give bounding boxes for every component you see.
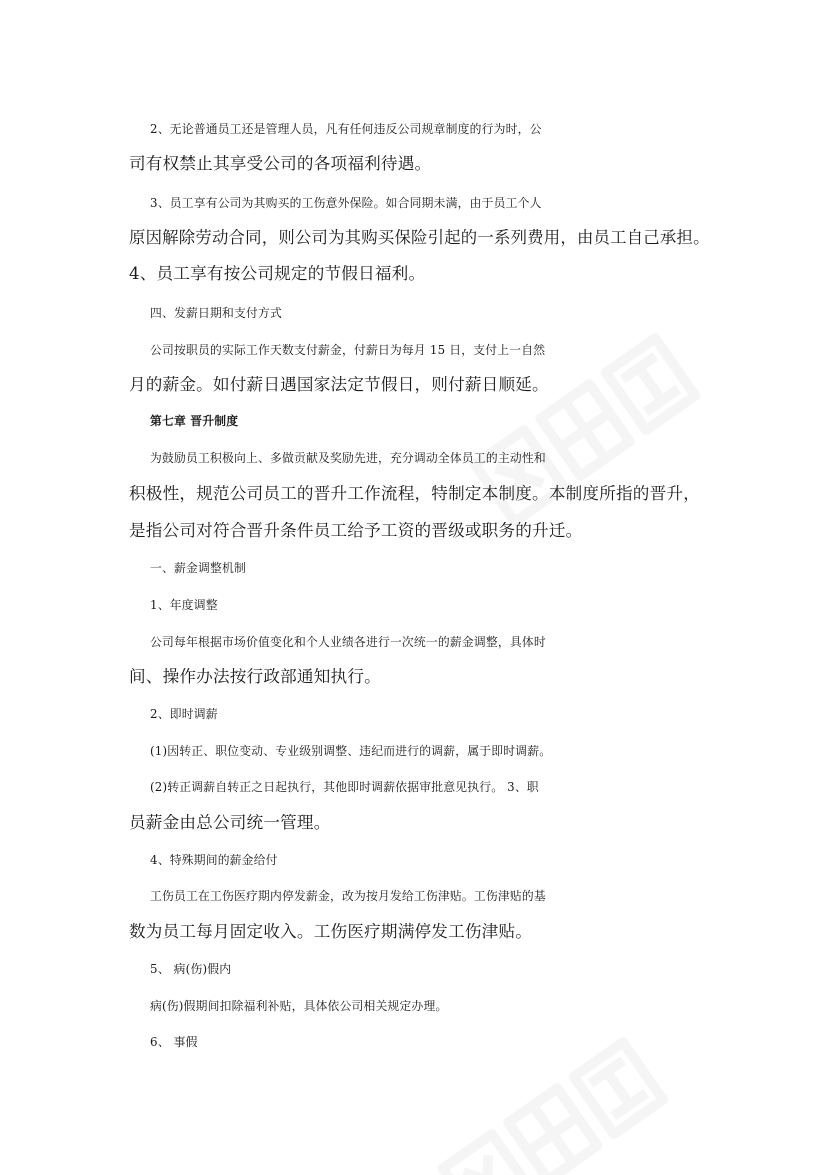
text-line: 公司每年根据市场价值变化和个人业绩各进行一次统一的薪金调整，具体时 <box>150 635 546 649</box>
text-line: (2)转正调薪自转正之日起执行，其他即时调薪依据审批意见执行。 3、职 <box>150 780 539 794</box>
text-line: 是指公司对符合晋升条件员工给予工资的晋级或职务的升迁。 <box>129 521 583 540</box>
subsection-heading: 2、即时调薪 <box>150 707 218 721</box>
section-heading: 四、发薪日期和支付方式 <box>150 306 282 320</box>
text-line: 月的薪金。如付薪日遇国家法定节假日，则付薪日顺延。 <box>129 375 549 394</box>
subsection-heading: 1、年度调整 <box>150 598 218 612</box>
text-line: 原因解除劳动合同，则公司为其购买保险引起的一系列费用，由员工自己承担。 <box>129 228 710 247</box>
text-line: (1)因转正、职位变动、专业级别调整、违纪而进行的调薪，属于即时调薪。 <box>150 744 552 758</box>
text-line: 4、员工享有按公司规定的节假日福利。 <box>129 264 426 283</box>
subsection-heading: 6、 事假 <box>150 1035 198 1049</box>
text-line: 数为员工每月固定收入。工伤医疗期满停发工伤津贴。 <box>129 922 533 941</box>
chapter-title: 第七章 晋升制度 <box>150 414 239 428</box>
text-line: 间、操作办法按行政部通知执行。 <box>129 667 381 686</box>
subsection-heading: 4、特殊期间的薪金给付 <box>150 853 278 867</box>
text-line: 员薪金由总公司统一管理。 <box>129 813 331 832</box>
text-line: 司有权禁止其享受公司的各项福利待遇。 <box>129 154 432 173</box>
text-line: 积极性，规范公司员工的晋升工作流程，特制定本制度。本制度所指的晋升， <box>129 484 700 503</box>
text-line: 工伤员工在工伤医疗期内停发薪金，改为按月发给工伤津贴。工伤津贴的基 <box>150 889 546 903</box>
text-line: 公司按职员的实际工作天数支付薪金，付薪日为每月 15 日，支付上一自然 <box>150 343 546 357</box>
text-line: 病(伤)假期间扣除福利补贴，具体依公司相关规定办理。 <box>150 999 448 1013</box>
text-line: 为鼓励员工积极向上、多做贡献及奖励先进，充分调动全体员工的主动性和 <box>150 451 546 465</box>
text-line: 3、员工享有公司为其购买的工伤意外保险。如合同期未满，由于员工个人 <box>150 196 542 210</box>
text-line: 2、无论普通员工还是管理人员，凡有任何违反公司规章制度的行为时，公 <box>150 122 542 136</box>
subsection-heading: 5、 病(伤)假内 <box>150 962 232 976</box>
section-heading: 一、薪金调整机制 <box>150 561 246 575</box>
